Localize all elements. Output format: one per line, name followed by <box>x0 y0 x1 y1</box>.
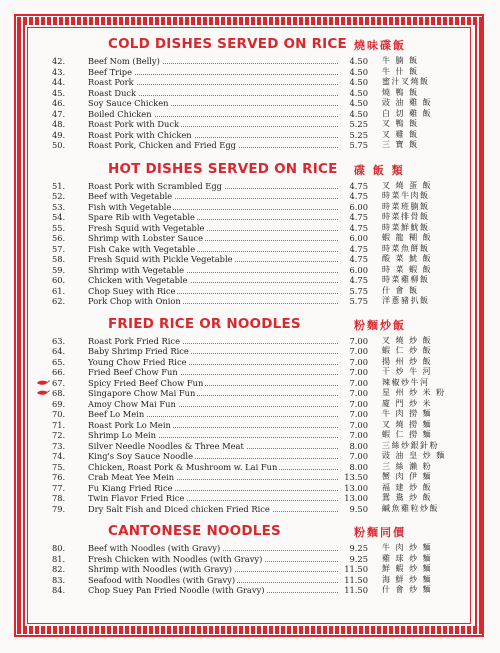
menu-item <box>36 409 470 420</box>
item-price: 4.75 <box>338 275 368 286</box>
item-name-chinese: 什 會 飯 <box>382 285 419 295</box>
item-name-chinese: 星 州 炒 米 粉 <box>382 388 446 397</box>
item-name: Fried Beef Chow Fun <box>88 367 178 377</box>
menu-item <box>36 109 470 120</box>
item-number: 84. <box>52 585 66 595</box>
item-name: Pork Chop with Onion <box>88 296 181 306</box>
item-number: 65. <box>52 356 66 367</box>
menu-item <box>36 140 470 151</box>
menu-item <box>36 399 470 410</box>
item-name-chinese: 辣椒炒牛河 <box>382 377 430 387</box>
chili-pepper-icon <box>36 379 50 387</box>
item-name-chinese: 揚 州 炒 飯 <box>382 356 433 366</box>
item-number: 68. <box>52 388 66 398</box>
item-name: Young Chow Fried Rice <box>88 356 187 367</box>
menu-item <box>36 430 470 441</box>
menu-item <box>36 244 470 255</box>
item-price: 7.00 <box>338 420 368 431</box>
menu-item <box>36 462 470 473</box>
item-number: 63. <box>52 335 66 346</box>
section-title: CANTONESE NOODLES <box>108 523 281 539</box>
item-name: Beef with Vegetable <box>88 191 173 201</box>
item-name-chinese: 白 切 雞 飯 <box>382 108 433 118</box>
item-number: 74. <box>52 451 66 461</box>
item-price: 7.00 <box>338 378 368 389</box>
item-name-chinese: 蝦 仁 炒 飯 <box>382 346 433 355</box>
item-name: Spicy Fried Beef Chow Fun <box>88 377 204 388</box>
item-name: Roast Pork with Scrambled Egg <box>88 180 222 191</box>
item-number: 75. <box>52 461 66 472</box>
menu-item <box>36 493 470 504</box>
item-number: 70. <box>52 409 66 419</box>
item-price: 13.00 <box>338 483 368 494</box>
item-price: 8.00 <box>338 441 368 452</box>
item-price: 8.00 <box>338 462 368 473</box>
item-name-chinese: 豉 油 雞 飯 <box>382 98 433 107</box>
item-name: Fish Cake with Vegetable <box>88 243 196 254</box>
item-number: 83. <box>52 574 66 585</box>
menu-item <box>36 202 470 213</box>
section-header <box>36 34 470 56</box>
item-name-chinese: 鮮 蝦 炒 麵 <box>382 564 433 573</box>
item-name-chinese: 蝦 仁 撈 麵 <box>382 430 433 439</box>
item-number: 46. <box>52 98 66 108</box>
item-price: 6.00 <box>338 202 368 213</box>
item-price: 6.00 <box>338 233 368 244</box>
item-price: 5.25 <box>338 119 368 130</box>
menu-item <box>36 275 470 286</box>
item-price: 7.00 <box>338 388 368 399</box>
item-name: Shrimp with Vegetable <box>88 264 185 275</box>
menu-item <box>36 483 470 494</box>
item-price: 13.00 <box>338 493 368 504</box>
menu-section <box>36 159 470 307</box>
item-name: Fresh Squid with Pickle Vegetable <box>88 254 233 264</box>
menu-item <box>36 233 470 244</box>
item-number: 66. <box>52 367 66 377</box>
item-name-chinese: 牛 肉 炒 麵 <box>382 543 433 552</box>
item-name: Shrimp Lo Mein <box>88 430 157 440</box>
item-price: 9.25 <box>338 543 368 554</box>
item-price: 13.50 <box>338 472 368 483</box>
item-name: Roast Pork with Chicken <box>88 129 192 140</box>
item-number: 80. <box>52 543 66 553</box>
item-name: Boiled Chicken <box>88 108 152 119</box>
item-number: 60. <box>52 275 66 285</box>
menu-item <box>36 286 470 297</box>
section-header <box>36 521 470 543</box>
menu-item <box>36 451 470 462</box>
item-name: Chicken, Roast Pork & Mushroom w. Lai Fun <box>88 461 278 472</box>
menu-item <box>36 420 470 431</box>
item-name: Silver Needle Noodles & Three Meat <box>88 440 244 451</box>
menu-section <box>36 34 470 151</box>
menu-item <box>36 265 470 276</box>
item-price: 7.00 <box>338 399 368 410</box>
item-name: Beef Tripe <box>88 66 133 77</box>
item-name-chinese: 什 會 炒 麵 <box>382 585 433 594</box>
chili-pepper-icon <box>36 389 50 397</box>
item-name-chinese: 牛 腩 飯 <box>382 56 419 65</box>
item-price: 4.75 <box>338 181 368 192</box>
item-number: 45. <box>52 87 66 98</box>
menu-item <box>36 543 470 554</box>
item-name: Fresh Squid with Vegetable <box>88 222 205 233</box>
item-name-chinese: 鴛 鴦 炒 飯 <box>382 493 433 502</box>
item-number: 76. <box>52 472 66 482</box>
item-number: 55. <box>52 222 66 233</box>
item-number: 59. <box>52 264 66 275</box>
item-name: Fish with Vegetable <box>88 201 172 212</box>
menu-item <box>36 367 470 378</box>
menu-item <box>36 296 470 307</box>
menu-item <box>36 472 470 483</box>
item-name-chinese: 時 菜 蝦 飯 <box>382 264 433 274</box>
item-name-chinese: 鹹魚雞粒炒飯 <box>382 503 439 513</box>
item-number: 81. <box>52 553 66 564</box>
item-name: Chicken with Vegetable <box>88 275 188 285</box>
item-number: 48. <box>52 119 66 129</box>
item-price: 7.00 <box>338 451 368 462</box>
item-name-chinese: 叉 鴨 飯 <box>382 119 419 128</box>
item-name-chinese: 牛 肉 撈 麵 <box>382 409 433 418</box>
item-price: 7.00 <box>338 336 368 347</box>
menu-item <box>36 98 470 109</box>
item-number: 61. <box>52 285 66 296</box>
item-name: Spare Rib with Vegetable <box>88 212 195 222</box>
item-name-chinese: 三 絲 瀨 粉 <box>382 461 433 471</box>
section-title-chinese: 碟 飯 類 <box>354 163 405 177</box>
item-number: 57. <box>52 243 66 254</box>
item-name: Roast Pork Lo Mein <box>88 419 171 430</box>
menu-item <box>36 254 470 265</box>
item-name: Singapore Chow Mai Fun <box>88 388 196 398</box>
item-number: 42. <box>52 56 66 66</box>
item-name: Shrimp with Lobster Sauce <box>88 233 203 243</box>
item-name-chinese: 時菜鮮魷飯 <box>382 222 430 232</box>
item-name: Beef with Noodles (with Gravy) <box>88 543 221 553</box>
item-name-chinese: 牛 什 飯 <box>382 66 419 76</box>
menu-content <box>36 34 470 596</box>
item-number: 49. <box>52 129 66 140</box>
item-number: 51. <box>52 180 66 191</box>
item-number: 72. <box>52 430 66 440</box>
item-name-chinese: 廈 門 炒 米 <box>382 398 433 408</box>
item-number: 82. <box>52 564 66 574</box>
item-price: 11.50 <box>338 564 368 575</box>
item-name-chinese: 叉 雞 飯 <box>382 129 419 139</box>
menu-section <box>36 521 470 596</box>
item-name: Roast Duck <box>88 87 137 98</box>
item-name-chinese: 蜜汁叉燒飯 <box>382 77 430 86</box>
item-name: Roast Pork with Duck <box>88 119 180 129</box>
item-name: Roast Pork Fried Rice <box>88 335 180 346</box>
item-name: Roast Pork, Chicken and Fried Egg <box>88 140 236 150</box>
item-name-chinese: 時菜班腩飯 <box>382 201 430 211</box>
item-name: Twin Flavor Fried Rice <box>88 493 185 503</box>
item-number: 50. <box>52 140 66 150</box>
item-number: 71. <box>52 419 66 430</box>
section-title: COLD DISHES SERVED ON RICE <box>108 36 347 52</box>
item-name-chinese: 蝦 龍 糊 飯 <box>382 233 433 242</box>
menu-item <box>36 575 470 586</box>
item-name-chinese: 叉 燒 蛋 飯 <box>382 180 433 190</box>
item-name-chinese: 雞 球 炒 麵 <box>382 553 433 563</box>
menu-item <box>36 388 470 399</box>
item-price: 7.00 <box>338 409 368 420</box>
item-name-chinese: 三 寶 飯 <box>382 140 419 149</box>
item-name: Chop Suey with Rice <box>88 285 176 296</box>
section-title-chinese: 粉麵同價 <box>354 526 406 539</box>
section-title: HOT DISHES SERVED ON RICE <box>108 160 338 177</box>
menu-item <box>36 77 470 88</box>
menu-item <box>36 554 470 565</box>
item-number: 43. <box>52 66 66 77</box>
menu-item <box>36 181 470 192</box>
item-price: 4.75 <box>338 254 368 265</box>
item-name: Amoy Chow Mai Fun <box>88 398 176 409</box>
item-name-chinese: 時菜牛肉飯 <box>382 191 430 200</box>
item-number: 44. <box>52 77 66 87</box>
menu-item <box>36 130 470 141</box>
menu-item <box>36 223 470 234</box>
item-price: 11.50 <box>338 575 368 586</box>
item-name: Roast Pork <box>88 77 134 87</box>
item-name: King's Soy Sauce Noodle <box>88 451 193 461</box>
section-title-chinese: 燒味碟飯 <box>354 39 406 52</box>
item-number: 73. <box>52 440 66 451</box>
menu-item <box>36 585 470 596</box>
item-number: 77. <box>52 482 66 493</box>
section-title-chinese: 粉麵炒飯 <box>354 318 406 332</box>
item-price: 5.75 <box>338 286 368 297</box>
item-name-chinese: 三絲炒銀針粉 <box>382 440 439 450</box>
item-price: 7.00 <box>338 367 368 378</box>
item-name: Beef Lo Mein <box>88 409 145 419</box>
item-price: 7.00 <box>338 430 368 441</box>
item-name-chinese: 時菜排骨飯 <box>382 212 430 221</box>
item-name-chinese: 時菜魚餅飯 <box>382 243 430 253</box>
item-price: 11.50 <box>338 585 368 596</box>
item-number: 47. <box>52 108 66 119</box>
item-name-chinese: 燒 鴨 飯 <box>382 87 419 97</box>
item-number: 78. <box>52 493 66 503</box>
item-price: 4.75 <box>338 223 368 234</box>
item-price: 4.50 <box>338 77 368 88</box>
item-name-chinese: 干 炒 牛 河 <box>382 367 433 376</box>
item-number: 58. <box>52 254 66 264</box>
item-name-chinese: 洋蔥豬扒飯 <box>382 296 430 305</box>
item-number: 69. <box>52 398 66 409</box>
section-title: FRIED RICE OR NOODLES <box>108 315 301 332</box>
item-name-chinese: 叉 燒 炒 飯 <box>382 335 433 345</box>
item-price: 5.75 <box>338 140 368 151</box>
item-name: Chop Suey Pan Fried Noodle (with Gravy) <box>88 585 265 595</box>
item-price: 4.50 <box>338 88 368 99</box>
menu-item <box>36 191 470 202</box>
menu-item <box>36 336 470 347</box>
item-price: 7.00 <box>338 357 368 368</box>
menu-item <box>36 357 470 368</box>
item-name: Seafood with Noodles (with Gravy) <box>88 574 236 585</box>
item-price: 5.25 <box>338 130 368 141</box>
menu-item <box>36 56 470 67</box>
item-name-chinese: 時菜雞柳飯 <box>382 275 430 284</box>
item-price: 4.50 <box>338 109 368 120</box>
item-number: 62. <box>52 296 66 306</box>
item-name: Fu Kiang Fried Rice <box>88 482 173 493</box>
item-number: 52. <box>52 191 66 201</box>
item-price: 4.50 <box>338 98 368 109</box>
item-name: Dry Salt Fish and Diced chicken Fried Rice <box>88 503 270 514</box>
menu-section <box>36 314 470 515</box>
menu-item <box>36 212 470 223</box>
menu-item <box>36 504 470 515</box>
item-name: Beef Nom (Belly) <box>88 56 160 66</box>
item-price: 7.00 <box>338 346 368 357</box>
item-price: 4.75 <box>338 244 368 255</box>
item-number: 54. <box>52 212 66 222</box>
menu-item <box>36 88 470 99</box>
item-price: 4.75 <box>338 212 368 223</box>
item-price: 6.00 <box>338 265 368 276</box>
item-number: 67. <box>52 377 66 388</box>
item-price: 4.50 <box>338 56 368 67</box>
item-price: 9.25 <box>338 554 368 565</box>
item-name-chinese: 海 鮮 炒 麵 <box>382 574 433 584</box>
item-number: 53. <box>52 201 66 212</box>
item-price: 9.50 <box>338 504 368 515</box>
menu-item <box>36 346 470 357</box>
section-header <box>36 159 470 181</box>
item-number: 64. <box>52 346 66 356</box>
item-name-chinese: 福 建 炒 飯 <box>382 482 433 492</box>
item-name-chinese: 叉 燒 撈 麵 <box>382 419 433 429</box>
item-name-chinese: 豉 油 皇 炒 麵 <box>382 451 446 460</box>
item-name: Fresh Chicken with Noodles (with Gravy) <box>88 553 263 564</box>
menu-item <box>36 119 470 130</box>
menu-item <box>36 441 470 452</box>
item-name: Baby Shrimp Fried Rice <box>88 346 189 356</box>
menu-item <box>36 378 470 389</box>
item-name-chinese: 蟹 肉 伊 麵 <box>382 472 433 481</box>
menu-item <box>36 67 470 78</box>
item-price: 4.50 <box>338 67 368 78</box>
item-name: Shrimp with Noodles (with Gravy) <box>88 564 233 574</box>
item-number: 79. <box>52 503 66 514</box>
section-header <box>36 314 470 336</box>
item-name-chinese: 酸 菜 魷 飯 <box>382 254 433 263</box>
item-name: Crab Meat Yee Mein <box>88 472 175 482</box>
item-price: 5.75 <box>338 296 368 307</box>
item-name: Soy Sauce Chicken <box>88 98 169 108</box>
item-number: 56. <box>52 233 66 243</box>
item-price: 4.75 <box>338 191 368 202</box>
menu-item <box>36 564 470 575</box>
